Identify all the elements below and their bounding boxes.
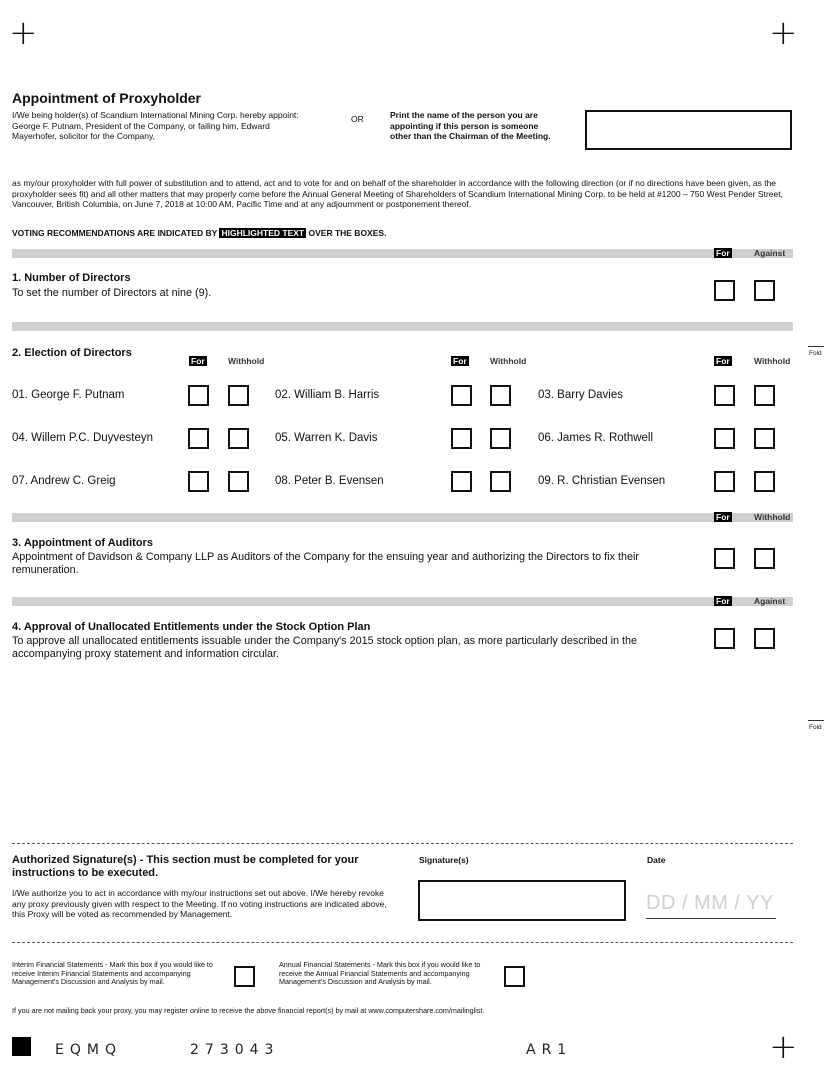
against-label-item1: Against (754, 248, 786, 258)
nominee-01-for-checkbox[interactable] (188, 385, 209, 406)
for-label-col1: For (191, 356, 205, 366)
nominee-05-for-checkbox[interactable] (451, 428, 472, 449)
footer-code-eqmq: EQMQ (55, 1042, 122, 1058)
nominee-08-for-checkbox[interactable] (451, 471, 472, 492)
section-divider-1 (12, 249, 793, 258)
registration-mark-top-right: + (769, 13, 798, 53)
item4-title: 4. Approval of Unallocated Entitlements under the Stock Option Plan (12, 621, 371, 633)
section-divider-2 (12, 322, 793, 331)
nominee-01-withhold-checkbox[interactable] (228, 385, 249, 406)
nominee-02-withhold-checkbox[interactable] (490, 385, 511, 406)
nominee-03: 03. Barry Davies (538, 389, 624, 401)
withhold-label-col3: Withhold (754, 356, 791, 366)
for-label-item3: For (716, 512, 730, 522)
signature-input[interactable] (418, 880, 626, 921)
item3-withhold-checkbox[interactable] (754, 548, 775, 569)
nominee-07: 07. Andrew C. Greig (12, 475, 116, 487)
item1-for-checkbox[interactable] (714, 280, 735, 301)
or-label: OR (351, 114, 364, 124)
nominee-07-for-checkbox[interactable] (188, 471, 209, 492)
nominee-05: 05. Warren K. Davis (275, 432, 378, 444)
nominee-02-for-checkbox[interactable] (451, 385, 472, 406)
nominee-08-withhold-checkbox[interactable] (490, 471, 511, 492)
interim-text: Interim Financial Statements - Mark this box if you would like to receive Interim Financial Statements and accompanying Management's Discussion and Analysis by mail. (12, 960, 213, 987)
section-divider-3 (12, 513, 793, 522)
appoint-text: I/We being holder(s) of Scandium International Mining Corp. hereby appoint: George F. Putnam, President of the Company, or failing him, Edward Mayerhofer, solicitor for the Company, (12, 110, 299, 141)
footer-code-number: 273043 (190, 1042, 280, 1058)
footer-black-square (12, 1037, 31, 1056)
signature-label: Signature(s) (419, 855, 469, 865)
signature-text: I/We authorize you to act in accordance with my/our instructions set out above. I/We hereby revoke any proxy previously given with respect to the Meeting. If no voting instructions are indicated above, this Proxy will be voted as recommended by Management. (12, 888, 387, 919)
voting-rec-highlight: HIGHLIGHTED TEXT (221, 228, 305, 238)
nominee-07-withhold-checkbox[interactable] (228, 471, 249, 492)
against-label-item4: Against (754, 596, 786, 606)
annual-checkbox[interactable] (504, 966, 525, 987)
nominee-04-withhold-checkbox[interactable] (228, 428, 249, 449)
item1-title: 1. Number of Directors (12, 272, 131, 284)
registration-mark-top-left: + (9, 13, 38, 53)
nominee-03-for-checkbox[interactable] (714, 385, 735, 406)
nominee-09: 09. R. Christian Evensen (538, 475, 666, 487)
for-label-col3: For (716, 356, 730, 366)
nominee-06: 06. James R. Rothwell (538, 432, 654, 444)
nominee-06-for-checkbox[interactable] (714, 428, 735, 449)
print-name-text: Print the name of the person you are appointing if this person is someone other than the Chairman of the Meeting. (390, 110, 551, 141)
proxy-title: Appointment of Proxyholder (12, 90, 201, 106)
item1-against-checkbox[interactable] (754, 280, 775, 301)
nominee-01: 01. George F. Putnam (12, 389, 125, 401)
nominee-03-withhold-checkbox[interactable] (754, 385, 775, 406)
item4-against-checkbox[interactable] (754, 628, 775, 649)
item4-desc: To approve all unallocated entitlements issuable under the Company's 2015 stock option plan, as more particularly described in the accompanying proxy statement and information circular. (12, 635, 638, 660)
annual-text: Annual Financial Statements - Mark this box if you would like to receive the Annual Financial Statements and accompanying Management's Discussion and Analysis by mail. (279, 960, 481, 987)
item4-for-checkbox[interactable] (714, 628, 735, 649)
item2-title: 2. Election of Directors (12, 347, 132, 359)
signature-divider (12, 843, 793, 844)
proxy-body-text: as my/our proxyholder with full power of substitution and to attend, act and to vote for and on behalf of the shareholder in accordance with the following direction (or if no directions have been given, as the proxyholder sees fit) and all other matters that may properly come before the Annual General Meeting of Shareholders of Scandium International Mining Corp. to be held at #1200 – 750 West Pender Street, Vancouver, British Columbia, on June 7, 2018 at 10:00 AM, Pacific Time and at any adjournment or postponement thereof. (12, 178, 783, 209)
item3-for-checkbox[interactable] (714, 548, 735, 569)
nominee-04-for-checkbox[interactable] (188, 428, 209, 449)
nominee-05-withhold-checkbox[interactable] (490, 428, 511, 449)
date-label: Date (647, 855, 666, 865)
fold-label-1: Fold (809, 350, 822, 357)
proxyholder-name-input[interactable] (585, 110, 792, 150)
withhold-label-col2: Withhold (490, 356, 527, 366)
withhold-label-col1: Withhold (228, 356, 265, 366)
nominee-09-withhold-checkbox[interactable] (754, 471, 775, 492)
item3-desc: Appointment of Davidson & Company LLP as Auditors of the Company for the ensuing year and authorizing the Directors to fix their remuneration. (12, 551, 639, 576)
section-divider-4 (12, 597, 793, 606)
signature-title: Authorized Signature(s) - This section must be completed for your instructions to be executed. (12, 854, 359, 879)
financial-divider (12, 942, 793, 943)
fold-label-2: Fold (809, 724, 822, 731)
footer-code-ar1: AR1 (526, 1042, 573, 1058)
for-label-col2: For (453, 356, 467, 366)
nominee-06-withhold-checkbox[interactable] (754, 428, 775, 449)
fold-line-2 (808, 720, 824, 721)
voting-rec-after: OVER THE BOXES. (308, 228, 387, 238)
online-text: If you are not mailing back your proxy, you may register online to receive the above financial report(s) by mail at www.computershare.com/mailinglist. (12, 1006, 485, 1015)
nominee-09-for-checkbox[interactable] (714, 471, 735, 492)
voting-rec-before: VOTING RECOMMENDATIONS ARE INDICATED BY (12, 228, 218, 238)
withhold-label-item3: Withhold (754, 512, 791, 522)
nominee-08: 08. Peter B. Evensen (275, 475, 384, 487)
registration-mark-bottom-right: + (769, 1027, 798, 1067)
date-underline (646, 918, 776, 919)
item1-desc: To set the number of Directors at nine (9). (12, 287, 212, 299)
date-input[interactable]: DD / MM / YY (646, 892, 774, 914)
for-label-item1: For (716, 248, 730, 258)
nominee-02: 02. William B. Harris (275, 389, 380, 401)
fold-line-1 (808, 346, 824, 347)
for-label-item4: For (716, 596, 730, 606)
item3-title: 3. Appointment of Auditors (12, 537, 153, 549)
voting-recommendations (12, 228, 386, 238)
nominee-04: 04. Willem P.C. Duyvesteyn (12, 432, 154, 444)
interim-checkbox[interactable] (234, 966, 255, 987)
